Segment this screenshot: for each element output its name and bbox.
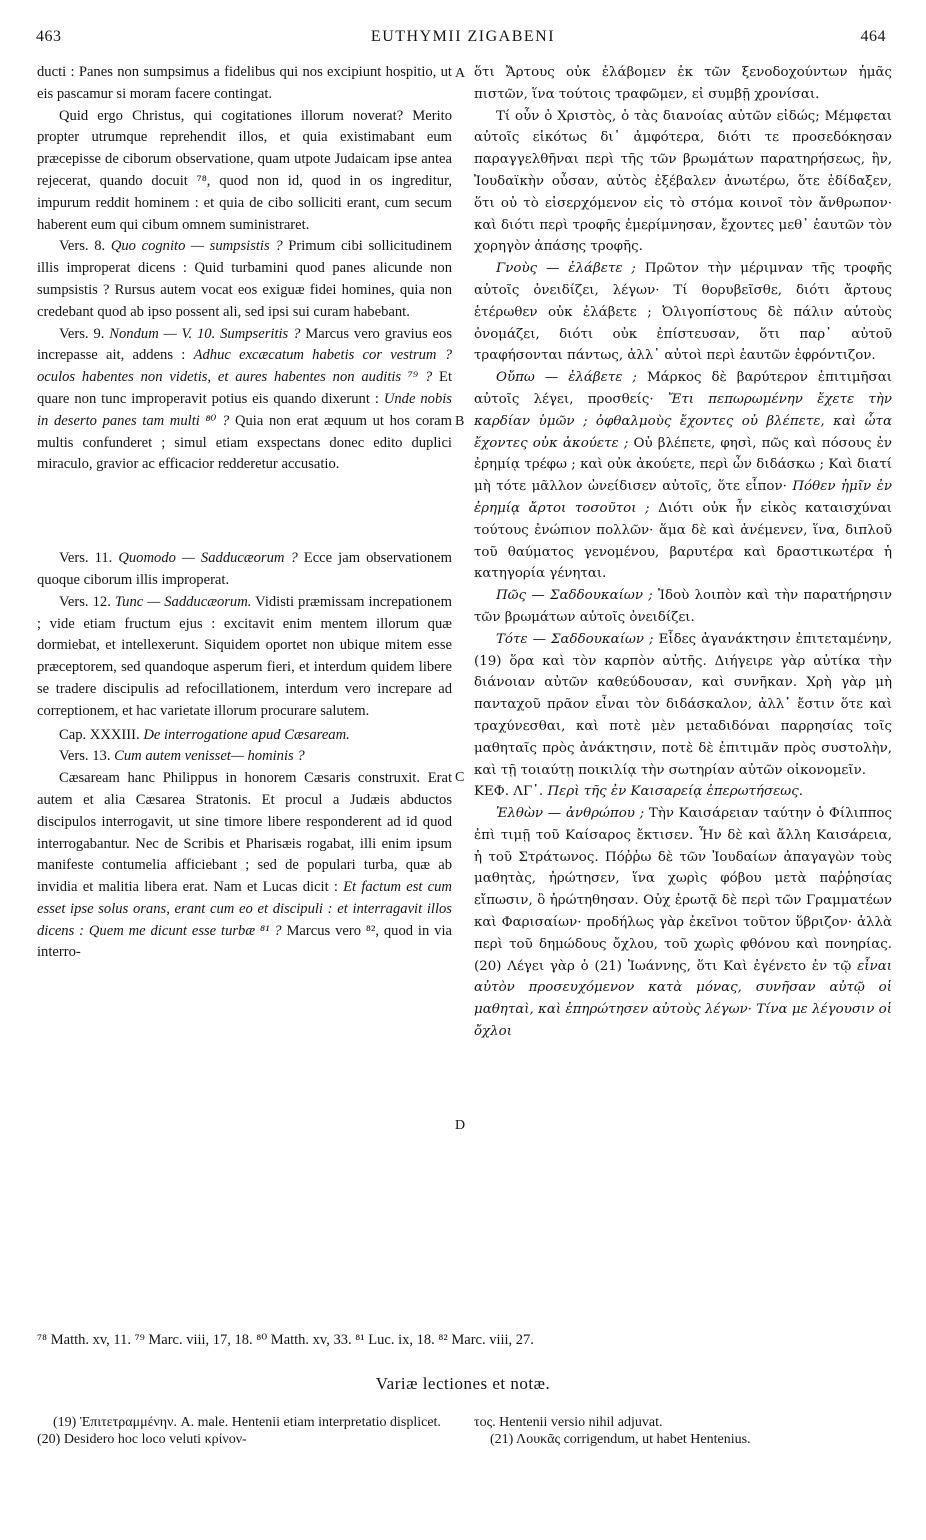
page-number-right: 464 [860,28,886,45]
greek-paragraph-1: ὅτι Ἄρτους οὐκ ἐλάβομεν ἐκ τῶν ξενοδοχούντων ἡμᾶς πιστῶν, ἵνα τούτοις τραφῶμεν, εἰ συμβῇ χρονίσαι. [474,65,892,102]
latin-paragraph-1: ducti : Panes non sumpsimus a fidelibus qui nos excipiunt hospitio, ut eis pascamur si moram facere contingat. [37,64,452,102]
commentary-text: Ἰδοὺ λοιπὸν καὶ τὴν παρατήρησιν τῶν βρωμάτων αὐτοῖς ὀνειδίζει. [474,588,892,625]
latin-paragraph-5 [37,548,452,592]
verse-label: Vers. 8. [59,238,111,255]
commentary-text: Οὐ βλέπετε, φησὶ, πῶς καὶ πόσους ἐν ἐρημίᾳ τρέφω ; καὶ οὐκ ἀκούετε, περὶ ὧν διδάσκω ; Καὶ διατί μὴ τότε μᾶλλον ὠνείδισεν αὐτοῖς, ὅτε εἶπον· [474,435,892,495]
verse-reference: Τότε — Σαδδουκαίων ; [496,631,654,647]
verse-label: Vers. 12. [59,593,115,610]
scripture-quote: Ἔτι πεπωρωμένην ἔχετε τὴν καρδίαν ὑμῶν ; ὀφθαλμοὺς ἔχοντες οὐ βλέπετε, καὶ ὦτα ἔχοντες οὐκ ἀκούετε ; [474,391,892,451]
margin-marker-d: D [455,1118,466,1133]
greek-paragraph-6 [474,629,892,782]
variant-note-20: (20) Desidero hoc loco veluti κρίνον- [37,1432,247,1447]
variant-note-20-cont: τος. Hentenii versio nihil adjuvat. [474,1415,663,1430]
verse-reference: Ἐλθὼν — ἀνθρώπου ; [496,806,645,822]
scripture-quote: εἶναι αὐτὸν προσευχόμενον κατὰ μόνας, συνῆσαν αὐτῷ οἱ μαθηταὶ, καὶ ἐπηρώτησεν αὐτοὺς λέγων· Τίνα με λέγουσιν οἱ ὄχλοι [474,958,892,1040]
latin-paragraph-6 [37,592,452,723]
chapter-label: Cap. XXXIII. [59,726,144,743]
chapter-title: De interrogatione apud Cæsaream. [143,726,350,743]
verse-label: Vers. 13. [59,748,115,765]
commentary-text: Vidisti præmissam increpationem ; vide etiam fructum ejus : excitavit enim mentem illorum quæ dormiebat, et intellexerunt. Siquidem oportet non ubique mitem esse præceptorem, sed quandoque asperum fieri, et interdum quidem libere se tradere discipulis ad refocillationem, interdum vero increpare ad correptionem, et hac varietate illorum procurare salutem. [37,593,452,719]
variae-heading: Variæ lectiones et notæ. [375,1374,551,1393]
verse-reference: Γνοὺς — ἐλάβετε ; [496,261,636,277]
commentary-text: Primum cibi sollicitudinem illis improperat dicens : Quid turbamini quod panes alicunde non sumpsistis ? Rursus autem vocat eos exiguæ fidei homines, quia non credebant quod ab ipso possent ali, sed ipsi sui curam habebant. [37,238,452,320]
column-gap [37,476,452,548]
margin-marker-b: B [455,414,465,429]
greek-paragraph-8 [474,803,892,1043]
latin-paragraph-3 [37,236,452,323]
commentary-text: Cæsaream hanc Philippus in honorem Cæsaris construxit. Erat autem et alia Cæsarea Stratonis. Et procul a Judæis abductos discipulos interrogavit, ut sine timore libere responderent ad id quod interrogabantur. Nec de Scribis et Pharisæis rogabat, illi enim ipsum manifeste contumelia afficiebant ; sed de populari turba, quæ ab invidia et malitia libera erat. Nam et Lucas dicit : [37,770,452,896]
commentary-text: Διότι οὐκ ἦν εἰκὸς καταισχύναι τούτους ἐνώπιον πολλῶν· ἅμα δὲ καὶ ἀνέμενεν, ἵνα, διπλοῦ τοῦ θαύματος γενομένου, βαρυτέρα καὶ δραστικωτέρα ἡ κατηγορία γένηται. [474,500,892,582]
verse-reference: Οὔπω — ἐλάβετε ; [496,370,637,386]
commentary-text: Τὴν Καισάρειαν ταύτην ὁ Φίλιππος ἐπὶ τιμῇ τοῦ Καίσαρος ἔκτισεν. Ἦν δὲ καὶ ἄλλη Καισάρεια, ἡ τοῦ Στράτωνος. Πόῤῥω δὲ τῶν Ἰουδαίων ἀπαγαγὼν τοὺς μαθητὰς, ἠρώτησεν, ἵνα χωρὶς φόβου μετὰ παῤῥησίας εἴπωσιν, ὃ ἠρώτηθησαν. Οὐχ ἐρωτᾷ δὲ περὶ τῶν Γραμματέων καὶ Φαρισαίων· προδήλως γὰρ ἐκεῖνοι τοῦτον ὕβριζον· ἀλλὰ περὶ τοῦ δημώδους ὄχλου, τοῦ χωρὶς φθόνου καὶ πονηρίας. (20) Λέγει γὰρ ὁ (21) Ἰωάννης, ὅτι Καὶ ἐγένετο ἐν τῷ [474,806,892,974]
verse-label: Vers. 9. [59,325,110,342]
scripture-quote: Unde nobis in deserto panes tam multi ⁸⁰ ? [37,390,452,429]
variae-left-column [37,1414,452,1448]
chapter-heading [37,725,452,747]
variant-note-21: (21) Λουκᾶς corrigendum, ut habet Hentenius. [490,1432,751,1447]
greek-column [474,62,892,1043]
page-header [0,10,926,45]
latin-paragraph-2: Quid ergo Christus, qui cogitationes illorum noverat? Merito propter utrumque reprehendit illos, et quia existimabant eum præcepisse de ciborum observatione, quam utpote Judaicam ipse antea rejecerat, quando docuit ⁷⁸, quod non id, quod in os ingreditur, impurum reddit hominem : et quia de cibo solliciti erant, cum secum haberent eum qui cibum omnem suministraret. [37,107,452,233]
footnotes: ⁷⁸ Matth. xv, 11. ⁷⁹ Marc. viii, 17, 18. ⁸⁰ Matth. xv, 33. ⁸¹ Luc. ix, 18. ⁸² Marc. viii, 27. [37,1332,534,1348]
greek-chapter-heading [474,781,892,803]
commentary-text: Quia non erat æquum ut hos coram multis confunderet ; simul etiam exspectans donec edito duplici miraculo, gravior ac efficacior redderetur accusatio. [37,412,452,473]
commentary-text: Μάρκος δὲ βαρύτερον ἐπιτιμῆσαι αὐτοῖς λέγει, προσθείς· [474,370,892,407]
commentary-text: Πρῶτον τὴν μέριμναν τῆς τροφῆς αὐτοῖς ὀνειδίζει, λέγων· Τί θορυβεῖσθε, διότι ἄρτους ἑτέρωθεν οὐκ ἐλάβετε ; Ὀλιγοπίστους δὲ πάλιν αὐτοὺς ὀνομάζει, διότι οὐκ ἐπίστευσαν, ὅτι παρ᾽ αὐτοῦ τραφήσονται πάντως, ἀλλ᾽ αὐτοὶ περὶ ἑαυτῶν ἐφρόντιζον. [474,261,892,364]
running-title: EUTHYMII ZIGABENI [370,28,556,45]
verse-reference: Nondum — V. 10. Sumpseritis ? [109,325,301,342]
greek-paragraph-2: Τί οὖν ὁ Χριστὸς, ὁ τὰς διανοίας αὐτῶν εἰδώς; Μέμφεται αὐτοῖς εἰκότως δι᾽ ἀμφότερα, διότι τε προσεδόκησαν παραγγελθῆναι περὶ τῆς τῶν βρωμάτων παρατηρήσεως, ἣν, Ἰουδαϊκὴν οὖσαν, αὐτὸς ἐξέβαλεν ἀνωτέρω, ὅτε ἐδίδαξεν, ὅτι οὐ τὸ εἰσερχόμενον εἰς τὸ στόμα κοινοῖ τὸν ἄνθρωπον· καὶ διότι περὶ τροφῆς ἐμερίμνησαν, ἔχοντες μεθ᾽ ἑαυτῶν τὸν χορηγὸν ἁπάσης τροφῆς. [474,108,892,255]
verse-reference: Quomodo — Sadducæorum ? [118,550,298,567]
latin-paragraph-8 [37,768,452,964]
scripture-quote: Et factum est cum esset ipse solus orans, erant cum eo et discipuli : et interragavit illos dicens : Quem me dicunt esse turbæ ⁸¹ ? [37,879,452,939]
verse-reference: Quo cognito — sumpsistis ? [110,238,283,255]
verse-label: Vers. 11. [59,550,119,567]
verse-reference: Πῶς — Σαδδουκαίων ; [496,588,653,604]
variae-right-column [474,1414,892,1448]
commentary-text: Ecce jam observationem quoque ciborum illis improperat. [37,550,452,588]
page-number-left: 463 [36,28,62,45]
scripture-quote: Adhuc excæcatum habetis cor vestrum ? oculos habentes non videtis, et aures habentes non auditis ⁷⁹ ? [37,347,452,386]
commentary-text: Marcus vero gravius eos increpasse ait, addens : [37,325,452,364]
commentary-text: Marcus vero ⁸², quod in via interro- [37,922,452,961]
greek-paragraph-5 [474,585,892,629]
greek-paragraph-4 [474,367,892,585]
commentary-text: Et quare non tunc improperavit potius eis quando dixerunt : [37,369,452,407]
latin-paragraph-7 [37,746,452,768]
verse-reference: Tunc — Sadducæorum. [114,593,252,610]
margin-marker-a: A [455,66,466,81]
scripture-quote: Πόθεν ἡμῖν ἐν ἐρημίᾳ ἄρτοι τοσοῦτοι ; [474,479,892,516]
chapter-title: Περὶ τῆς ἐν Καισαρείᾳ ἐπερωτήσεως. [547,784,803,800]
latin-paragraph-4 [37,324,452,477]
greek-paragraph-3 [474,258,892,367]
commentary-text: Εἶδες ἀγανάκτησιν ἐπιτεταμένην, (19) ὅρα καὶ τὸν καρπὸν αὐτῆς. Διήγειρε γὰρ αὐτίκα τὴν διάνοιαν αὐτῶν καθεύδουσαν, καὶ συνῆκαν. Χρὴ γὰρ μὴ πανταχοῦ πρᾶον εἶναι τὸν διδάσκαλον, ἀλλ᾽ ἔστιν ὅτε καὶ τραχύνεσθαι, καὶ ποτὲ μὲν μεταδιδόναι παρρησίας τοῖς μαθηταῖς πρὸς ἀνάκτησιν, ποτὲ δὲ ἐπιτιμᾶν πρὸς συστολὴν, καὶ τῇ τοιαύτῃ ποικιλίᾳ τὴν σωτηρίαν αὐτῶν οἰκονομεῖν. [474,631,892,778]
verse-reference: Cum autem venisset— hominis ? [114,748,305,765]
chapter-label: ΚΕΦ. ΛΓ᾽. [474,784,548,800]
variant-note-19: (19) Ἐπιτετραμμένην. A. male. Hentenii etiam interpretatio displicet. [53,1415,441,1430]
latin-column [37,62,452,964]
margin-marker-c: C [455,770,465,785]
